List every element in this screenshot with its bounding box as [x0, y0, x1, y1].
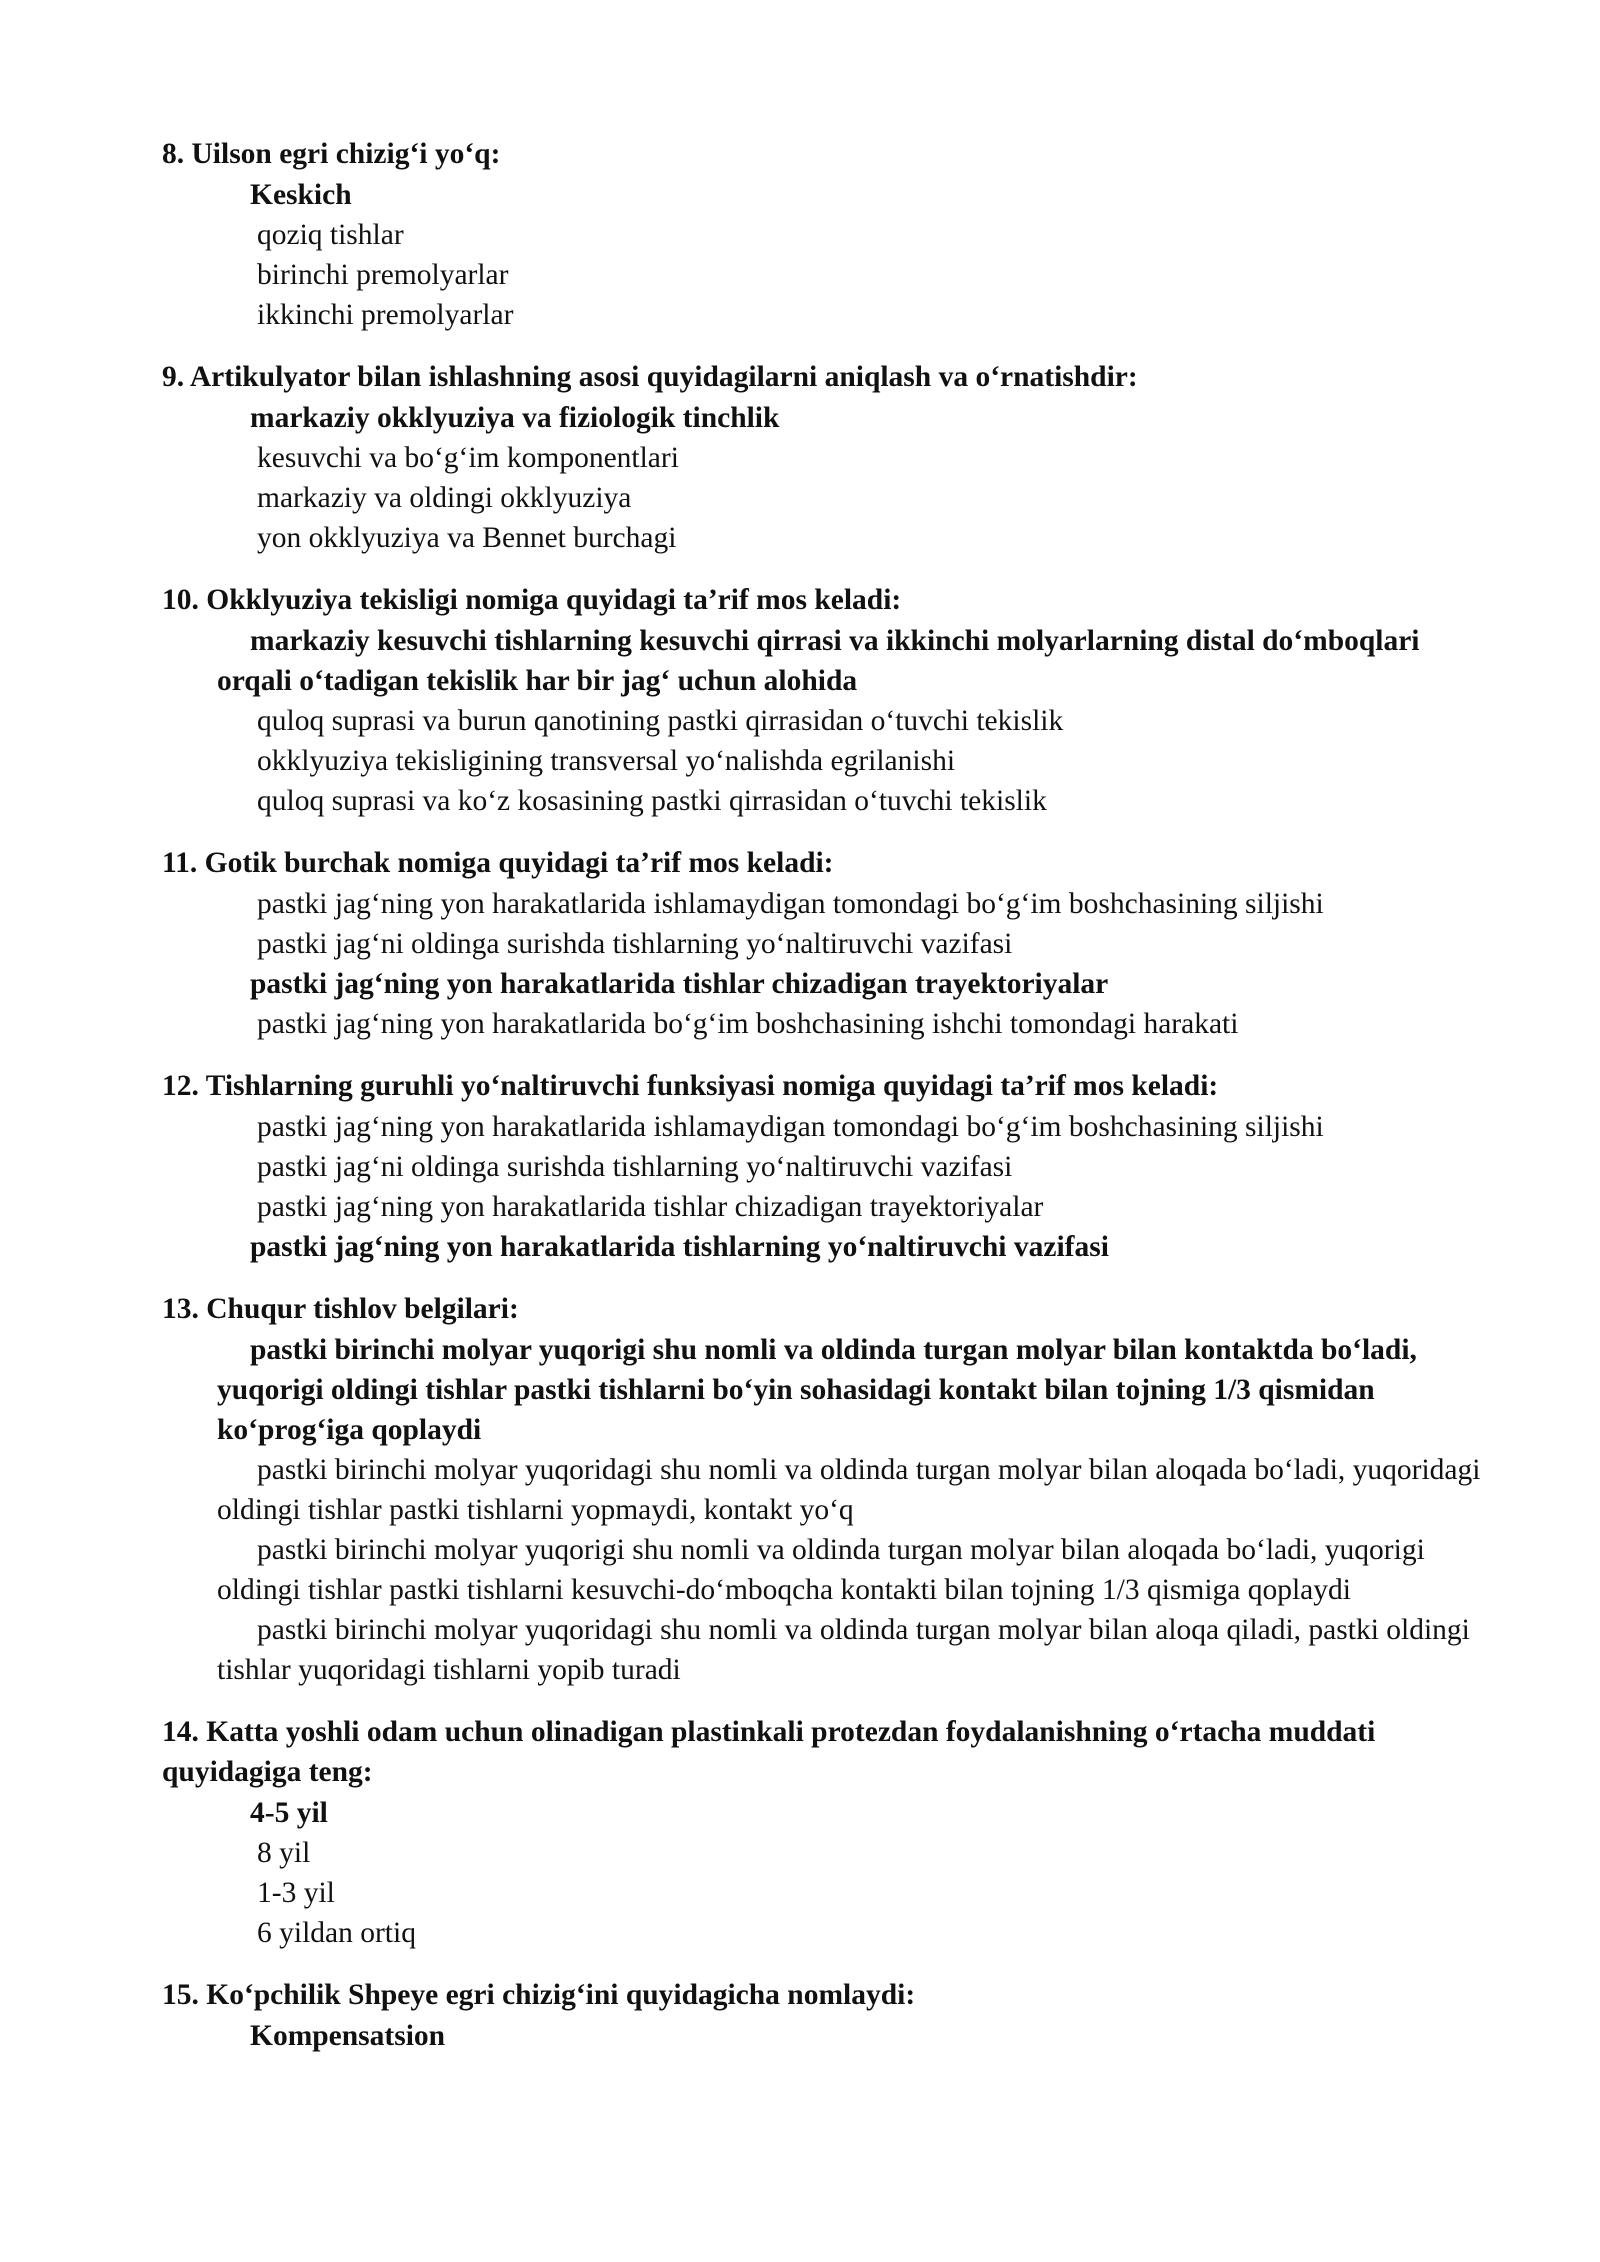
question-stem: 15. Ko‘pchilik Shpeye egri chizig‘ini quyidagicha nomlaydi: [162, 1979, 916, 2011]
answer-option: quloq suprasi va burun qanotining pastki qirrasidan o‘tuvchi tekislik [257, 705, 1064, 737]
answer-option: pastki jag‘ni oldinga surishda tishlarning yo‘naltiruvchi vazifasi [257, 1151, 1013, 1183]
document-page [162, 134, 1482, 2056]
question-block [162, 1712, 1482, 1953]
question-block [162, 1289, 1482, 1690]
question-stem: 12. Tishlarning guruhli yo‘naltiruvchi funksiyasi nomiga quyidagi ta’rif mos keladi: [162, 1070, 1219, 1102]
answer-option: pastki birinchi molyar yuqorigi shu nomli va oldinda turgan molyar bilan aloqada bo‘ladi, yuqorigi oldingi tishlar pastki tishlarni kesuvchi-do‘mboqcha kontakti bilan tojning 1/3 qismiga qoplaydi [217, 1534, 1425, 1606]
question-block [162, 357, 1482, 558]
answer-option: pastki jag‘ning yon harakatlarida ishlamaydigan tomondagi bo‘g‘im boshchasining siljishi [257, 888, 1324, 920]
question-gap [162, 1690, 1482, 1712]
answer-option-correct: Kompensatsion [250, 2020, 446, 2052]
answer-option: pastki jag‘ni oldinga surishda tishlarning yo‘naltiruvchi vazifasi [257, 928, 1013, 960]
answer-option: 8 yil [257, 1837, 311, 1869]
question-stem: 9. Artikulyator bilan ishlashning asosi quyidagilarni aniqlash va o‘rnatishdir: [162, 361, 1138, 393]
question-block [162, 1066, 1482, 1267]
answer-option-correct: markaziy okklyuziya va fiziologik tinchlik [250, 402, 780, 434]
answer-option: pastki birinchi molyar yuqoridagi shu nomli va oldinda turgan molyar bilan aloqa qiladi, pastki oldingi tishlar yuqoridagi tishlarni yopib turadi [217, 1614, 1470, 1686]
question-stem: 8. Uilson egri chizig‘i yo‘q: [162, 138, 501, 170]
answer-option: yon okklyuziya va Bennet burchagi [257, 522, 677, 554]
question-stem: 11. Gotik burchak nomiga quyidagi ta’rif mos keladi: [162, 847, 834, 879]
answer-option-correct: markaziy kesuvchi tishlarning kesuvchi qirrasi va ikkinchi molyarlarning distal do‘mboqlari orqali o‘tadigan tekislik har bir jag‘ uchun alohida [217, 625, 1420, 697]
answer-option: ikkinchi premolyarlar [257, 299, 514, 331]
answer-option-correct: pastki jag‘ning yon harakatlarida tishlarning yo‘naltiruvchi vazifasi [250, 1231, 1109, 1263]
answer-option: pastki jag‘ning yon harakatlarida tishlar chizadigan trayektoriyalar [257, 1191, 1044, 1223]
answer-option: pastki birinchi molyar yuqoridagi shu nomli va oldinda turgan molyar bilan aloqada bo‘ladi, yuqoridagi oldingi tishlar pastki tishlarni yopmaydi, kontakt yo‘q [217, 1454, 1481, 1526]
question-gap [162, 558, 1482, 580]
answer-option: quloq suprasi va ko‘z kosasining pastki qirrasidan o‘tuvchi tekislik [257, 785, 1047, 817]
question-block [162, 134, 1482, 335]
question-stem: 14. Katta yoshli odam uchun olinadigan plastinkali protezdan foydalanishning o‘rtacha muddati quyidagiga teng: [162, 1716, 1376, 1788]
answer-option-correct: pastki jag‘ning yon harakatlarida tishlar chizadigan trayektoriyalar [250, 968, 1109, 1000]
question-gap [162, 1953, 1482, 1975]
question-gap [162, 1267, 1482, 1289]
question-stem: 13. Chuqur tishlov belgilari: [162, 1293, 519, 1325]
answer-option: qoziq tishlar [257, 219, 404, 251]
question-block [162, 580, 1482, 821]
answer-option: 6 yildan ortiq [257, 1917, 416, 1949]
question-block [162, 1975, 1482, 2056]
answer-option: pastki jag‘ning yon harakatlarida bo‘g‘im boshchasining ishchi tomondagi harakati [257, 1008, 1239, 1040]
question-stem: 10. Okklyuziya tekisligi nomiga quyidagi ta’rif mos keladi: [162, 584, 902, 616]
answer-option: 1-3 yil [257, 1877, 335, 1909]
answer-option: pastki jag‘ning yon harakatlarida ishlamaydigan tomondagi bo‘g‘im boshchasining siljishi [257, 1111, 1324, 1143]
answer-option-correct: pastki birinchi molyar yuqorigi shu nomli va oldinda turgan molyar bilan kontaktda bo‘ladi, yuqorigi oldingi tishlar pastki tishlarni bo‘yin sohasidagi kontakt bilan tojning 1/3 qismidan ko‘prog‘iga qoplaydi [217, 1334, 1417, 1446]
question-block [162, 843, 1482, 1044]
answer-option: markaziy va oldingi okklyuziya [257, 482, 632, 514]
answer-option: kesuvchi va bo‘g‘im komponentlari [257, 442, 679, 474]
answer-option-correct: Keskich [250, 179, 352, 211]
answer-option-correct: 4-5 yil [250, 1797, 328, 1829]
answer-option: okklyuziya tekisligining transversal yo‘nalishda egrilanishi [257, 745, 956, 777]
question-gap [162, 1044, 1482, 1066]
question-gap [162, 821, 1482, 843]
answer-option: birinchi premolyarlar [257, 259, 509, 291]
question-gap [162, 335, 1482, 357]
